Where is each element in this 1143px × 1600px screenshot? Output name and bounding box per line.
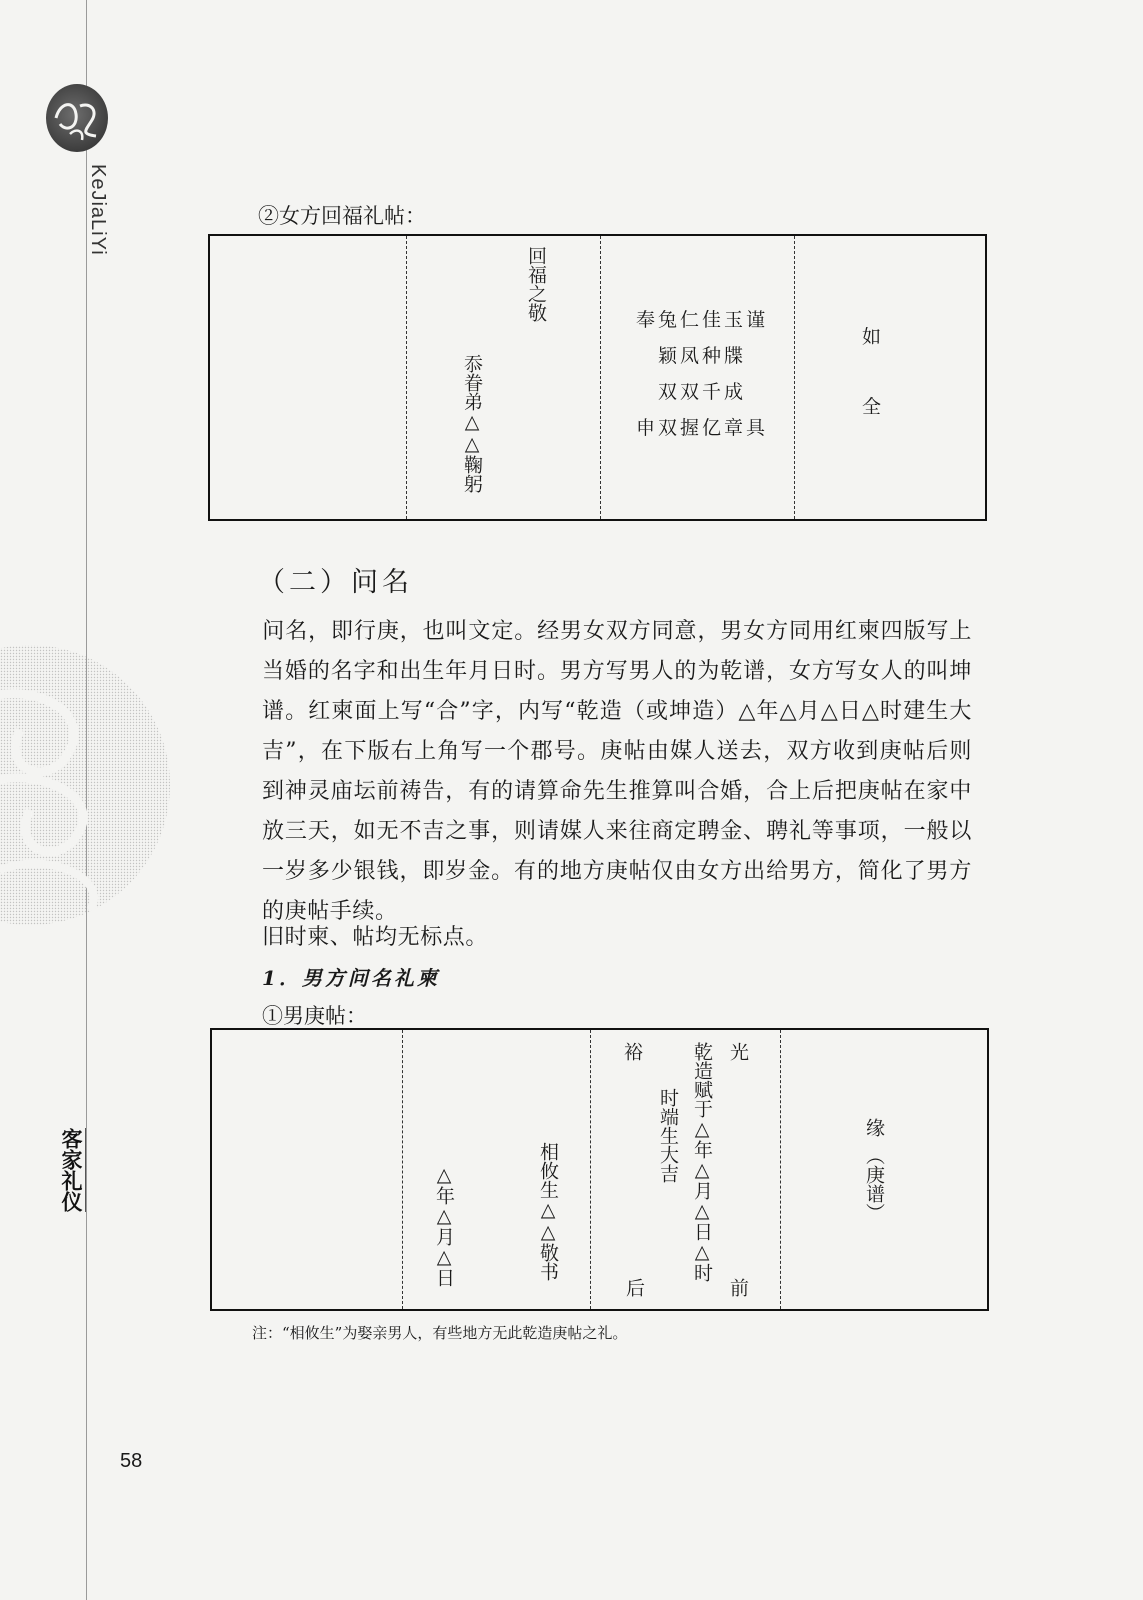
series-roman-label: KeJiaLiYi bbox=[87, 164, 109, 256]
page-number: 58 bbox=[120, 1450, 143, 1472]
card1-body-text bbox=[610, 302, 794, 446]
card2-frame bbox=[210, 1028, 989, 1311]
card2-date: △年△月△日 bbox=[433, 1164, 455, 1287]
card1-caption: ②女方回福礼帖： bbox=[258, 204, 426, 228]
card2-time-blessing: 时端生大吉 bbox=[657, 1088, 679, 1183]
card2-cover-char: 缘 bbox=[863, 1118, 885, 1137]
decorative-cloud-medallion bbox=[0, 640, 200, 930]
section-heading: （二）问名 bbox=[258, 567, 413, 598]
card1-cover-char: 如 bbox=[862, 326, 882, 348]
card1-body-line: 奉兔仁佳玉谨 bbox=[635, 309, 768, 331]
series-logo-seal bbox=[46, 84, 108, 152]
card1-fold-line bbox=[406, 236, 407, 519]
card2-fold-line bbox=[590, 1030, 591, 1309]
card1-greeting: 回福之敬 bbox=[525, 246, 547, 322]
card2-caption: ①男庚帖： bbox=[262, 1004, 367, 1028]
subsection-heading: 1．男方问名礼柬 bbox=[262, 966, 440, 990]
body-note: 旧时柬、帖均无标点。 bbox=[262, 925, 489, 950]
body-paragraph bbox=[262, 612, 972, 932]
card1-body-line: 双双千成 bbox=[657, 381, 746, 403]
card2-char-yu: 裕 bbox=[621, 1042, 643, 1061]
card2-char-hou: 后 bbox=[623, 1278, 645, 1297]
card1-cover-char: 全 bbox=[862, 396, 882, 418]
card1-body-line: 颖凤种牒 bbox=[657, 345, 746, 367]
card1-signature: 忝眷弟△△鞠躬 bbox=[461, 354, 483, 493]
card2-signature: 相攸生△△敬书 bbox=[537, 1142, 559, 1281]
card1-fold-line bbox=[600, 236, 601, 519]
card1-frame bbox=[208, 234, 987, 521]
card1-body-line: 申双握亿章具 bbox=[635, 417, 768, 439]
card2-char-qian: 前 bbox=[727, 1278, 749, 1297]
card2-fold-line bbox=[780, 1030, 781, 1309]
body-paragraph-text: 问名，即行庚，也叫文定。经男女双方同意，男女方同用红柬四版写上当婚的名字和出生年月日时。男方写男人的为乾谱，女方写女人的叫坤谱。红柬面上写“合”字，内写“乾造（或坤造）△年△月△日△时建生大吉”，在下版右上角写一个郡号。庚帖由媒人送去，双方收到庚帖后则到神灵庙坛前祷告，有的请算命先生推算叫合婚，合上后把庚帖在家中放三天，如无不吉之事，则请媒人来往商定聘金、聘礼等事项，一般以一岁多少银钱，即岁金。有的地方庚帖仅由女方出给男方，简化了男方的庚帖手续。 bbox=[262, 619, 972, 924]
card2-fold-line bbox=[402, 1030, 403, 1309]
card1-fold-line bbox=[794, 236, 795, 519]
card2-cover-label: （庚谱） bbox=[863, 1146, 885, 1222]
card2-birth-record: 乾造赋于△年△月△日△时 bbox=[691, 1042, 713, 1282]
side-book-title: 客家礼仪 bbox=[60, 1128, 86, 1212]
card2-char-guang: 光 bbox=[727, 1042, 749, 1061]
footnote: 注：“相攸生”为娶亲男人，有些地方无此乾造庚帖之礼。 bbox=[252, 1324, 628, 1342]
